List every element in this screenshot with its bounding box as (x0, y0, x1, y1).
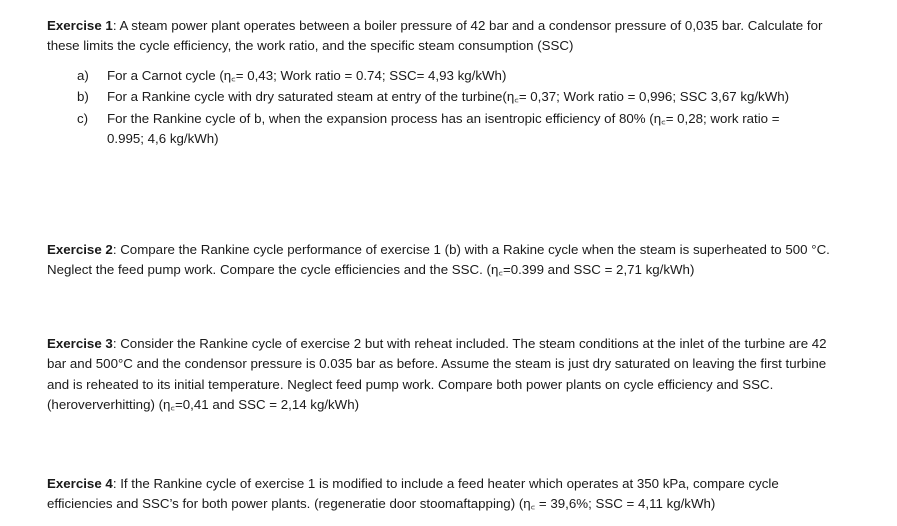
item-text: For a Carnot cycle (η꜀= 0,43; Work ratio = 0.74; SSC= 4,93 kg/kWh) (107, 67, 507, 83)
exercise-1-item-c (47, 109, 807, 150)
exercise-1-item-a (47, 66, 807, 86)
exercise-1-item-b (47, 87, 807, 107)
item-marker: b) (77, 89, 89, 105)
exercise-1-paragraph (47, 16, 837, 57)
exercise-1-subitems (47, 66, 837, 150)
item-text: For the Rankine cycle of b, when the expansion process has an isentropic efficiency of 80% (η꜀= 0,28; work ratio = 0.995; 4,6 kg/kWh) (107, 110, 780, 147)
exercise-2 (47, 240, 837, 281)
item-marker: a) (77, 67, 89, 83)
exercise-4-text: : If the Rankine cycle of exercise 1 is modified to include a feed heater which operates at 350 kPa, compare cycle efficiencies and SSC’s for both power plants. (regeneratie door stoomaftapping) (η꜀ = 39,6%; SSC = 4,11 kg/kWh) (47, 476, 779, 512)
exercise-3-title: Exercise 3 (47, 336, 113, 351)
exercise-4-title: Exercise 4 (47, 476, 113, 491)
exercise-3-text: : Consider the Rankine cycle of exercise 2 but with reheat included. The steam conditions at the inlet of the turbine are 42 bar and 500°C and the condensor pressure is 0.035 bar as before. Assume the steam is just dry saturated on leaving the first turbine and is reheated to its initial temperature. Neglect feed pump work. Compare both power plants on cycle efficiency and SSC.(heroververhitting) (η꜀=0,41 and SSC = 2,14 kg/kWh) (47, 336, 827, 413)
exercise-1 (47, 16, 837, 150)
exercise-1-text: : A steam power plant operates between a boiler pressure of 42 bar and a condensor pressure of 0,035 bar. Calculate for these limits the cycle efficiency, the work ratio, and the specific steam consumption (SSC) (47, 18, 823, 54)
exercise-2-title: Exercise 2 (47, 242, 113, 257)
item-text: For a Rankine cycle with dry saturated steam at entry of the turbine(η꜀= 0,37; Work ratio = 0,996; SSC 3,67 kg/kWh) (107, 89, 790, 105)
exercise-1-title: Exercise 1 (47, 18, 113, 33)
exercise-4 (47, 474, 837, 515)
exercise-3 (47, 334, 837, 416)
exercise-2-text: : Compare the Rankine cycle performance of exercise 1 (b) with a Rakine cycle when the steam is superheated to 500 °C. Neglect the feed pump work. Compare the cycle efficiencies and the SSC. (η꜀=0.399 and SSC = 2,71 kg/kWh) (47, 242, 830, 278)
item-marker: c) (77, 110, 89, 126)
